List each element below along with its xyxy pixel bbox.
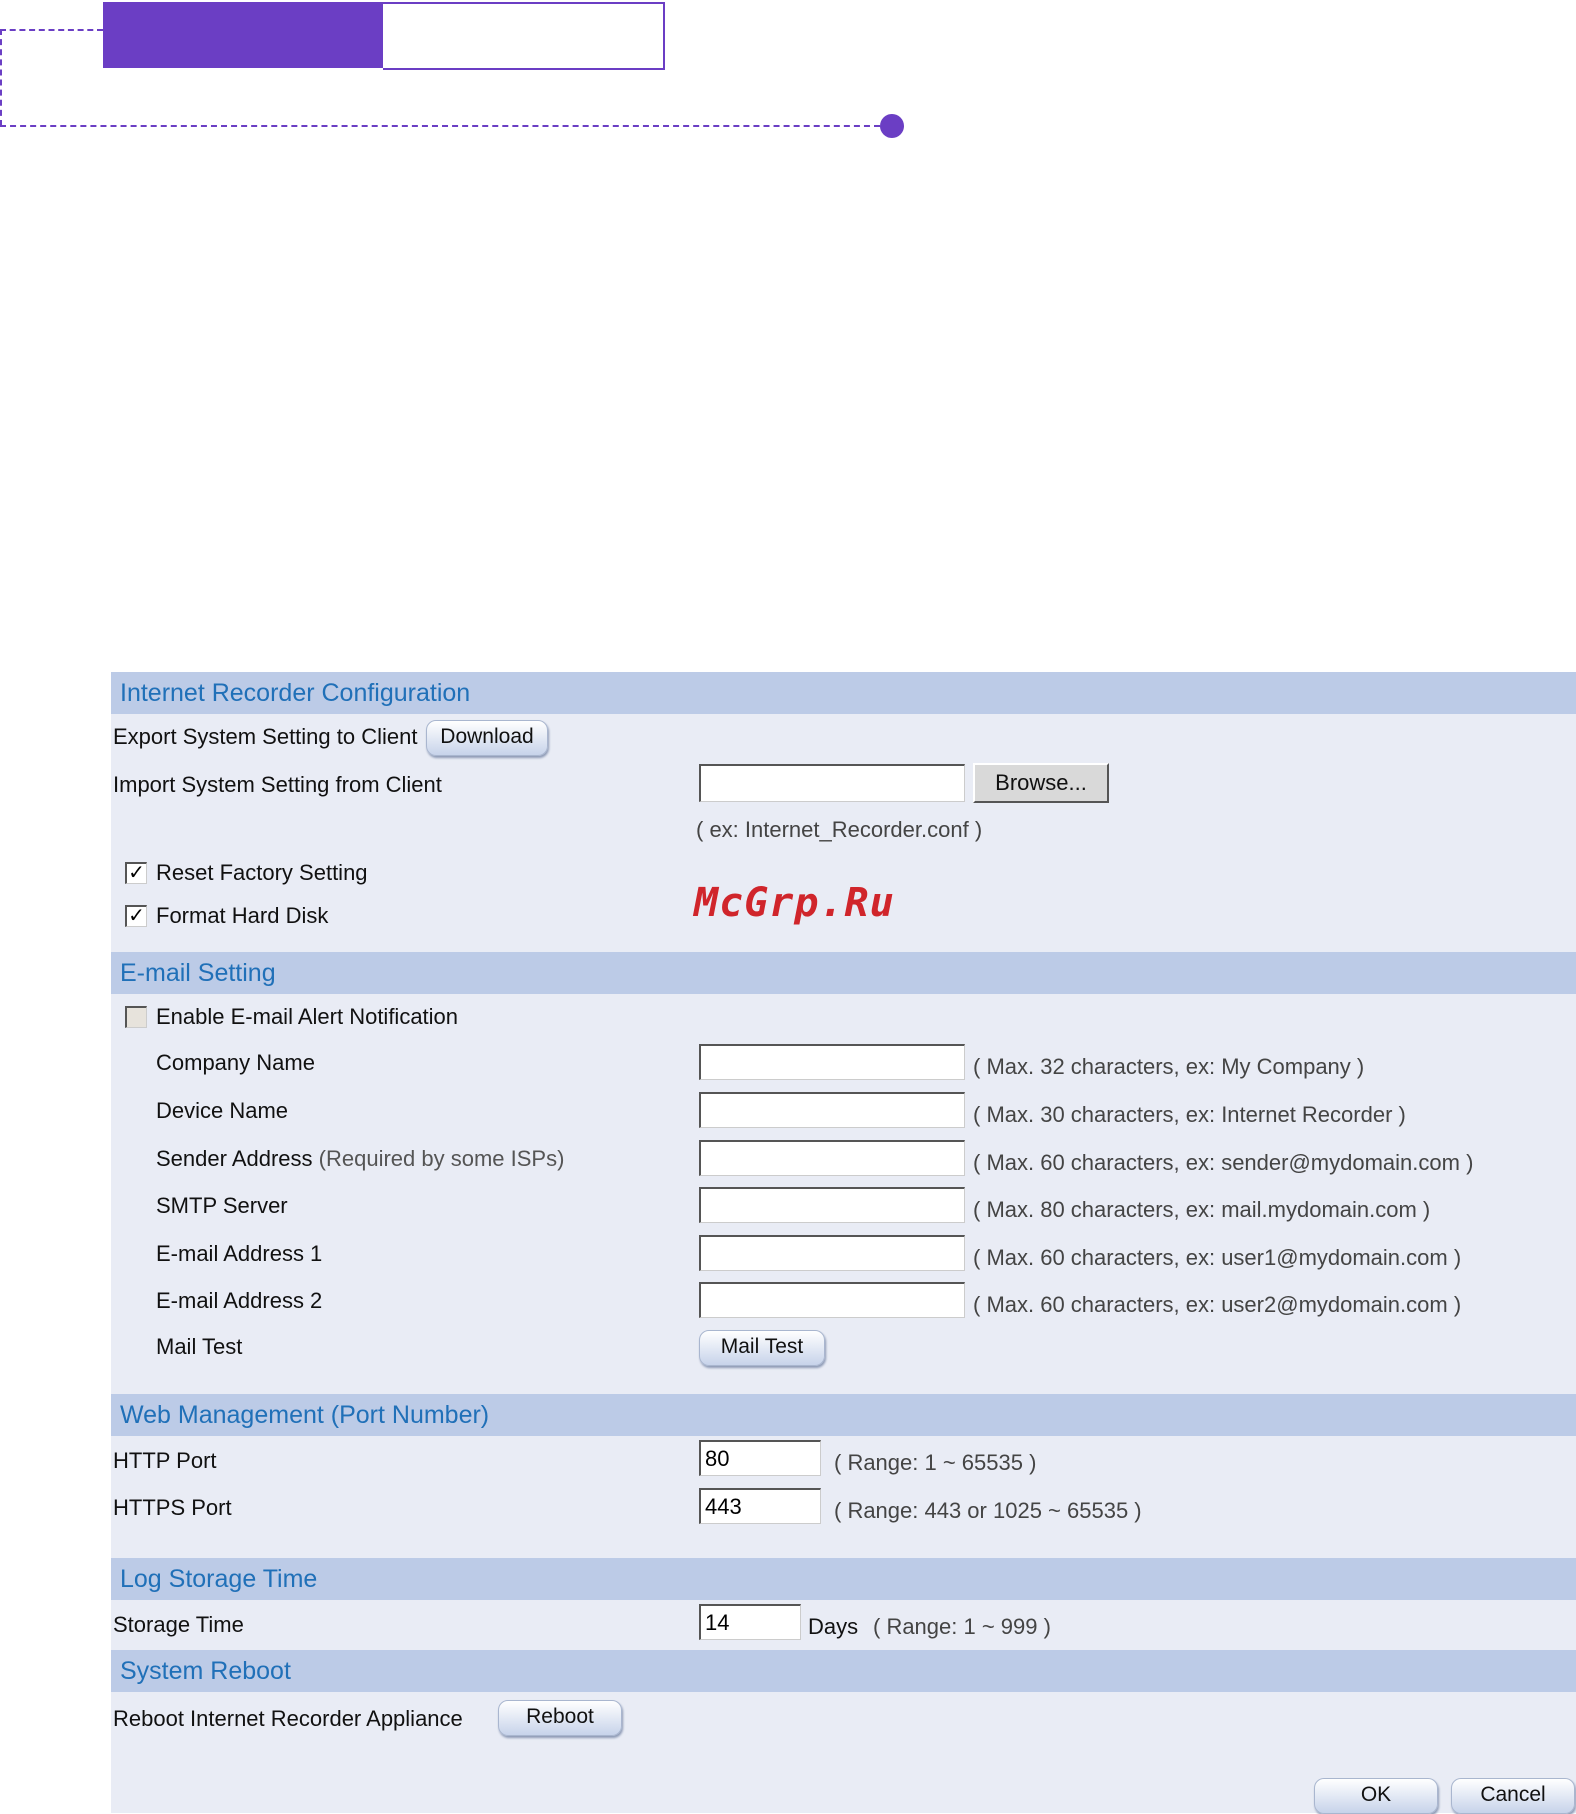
reboot-label: Reboot Internet Recorder Appliance	[113, 1706, 463, 1731]
browse-button[interactable]: Browse...	[973, 763, 1109, 803]
email-address-2-label: E-mail Address 2	[156, 1288, 323, 1313]
sender-address-input[interactable]	[699, 1140, 965, 1176]
section-header-web: Web Management (Port Number)	[111, 1394, 1576, 1436]
watermark: McGrp.Ru	[694, 880, 895, 926]
https-port-label: HTTPS Port	[113, 1495, 232, 1520]
smtp-server-input[interactable]	[699, 1187, 965, 1223]
smtp-server-label: SMTP Server	[156, 1193, 288, 1218]
smtp-server-hint: ( Max. 80 characters, ex: mail.mydomain.com )	[973, 1197, 1431, 1222]
email-address-1-input[interactable]	[699, 1235, 965, 1271]
section-header-reboot: System Reboot	[111, 1650, 1576, 1692]
sender-address-hint: ( Max. 60 characters, ex: sender@mydomain.com )	[973, 1150, 1474, 1175]
device-name-hint: ( Max. 30 characters, ex: Internet Recorder )	[973, 1102, 1406, 1127]
https-port-input[interactable]	[699, 1488, 821, 1524]
format-disk-checkbox[interactable]: ✓	[125, 905, 147, 927]
decorative-dashed-line-left	[0, 29, 2, 126]
decorative-dot	[880, 114, 904, 138]
enable-email-label: Enable E-mail Alert Notification	[156, 1004, 459, 1029]
https-port-hint: ( Range: 443 or 1025 ~ 65535 )	[834, 1498, 1142, 1523]
mail-test-button[interactable]: Mail Test	[699, 1330, 825, 1366]
format-disk-label: Format Hard Disk	[156, 903, 329, 928]
email-address-2-hint: ( Max. 60 characters, ex: user2@mydomain.com )	[973, 1292, 1462, 1317]
storage-time-input[interactable]	[699, 1604, 801, 1640]
email-address-2-input[interactable]	[699, 1282, 965, 1318]
reboot-button[interactable]: Reboot	[498, 1700, 622, 1736]
section-header-config: Internet Recorder Configuration	[111, 672, 1576, 714]
days-label: Days	[808, 1614, 859, 1639]
enable-email-checkbox[interactable]	[125, 1006, 147, 1028]
sender-address-text: Sender Address	[156, 1146, 313, 1171]
header-tab-filled	[103, 2, 383, 68]
company-name-label: Company Name	[156, 1050, 315, 1075]
storage-time-label: Storage Time	[113, 1612, 244, 1637]
http-port-hint: ( Range: 1 ~ 65535 )	[834, 1450, 1037, 1475]
export-label: Export System Setting to Client	[113, 724, 418, 749]
section-header-email: E-mail Setting	[111, 952, 1576, 994]
import-file-input[interactable]	[699, 764, 965, 802]
import-label: Import System Setting from Client	[113, 772, 442, 797]
storage-time-hint: ( Range: 1 ~ 999 )	[873, 1614, 1051, 1639]
ok-button[interactable]: OK	[1314, 1778, 1438, 1814]
email-address-1-hint: ( Max. 60 characters, ex: user1@mydomain.com )	[973, 1245, 1462, 1270]
device-name-label: Device Name	[156, 1098, 289, 1123]
sender-address-label	[156, 1146, 564, 1172]
reset-factory-label: Reset Factory Setting	[156, 860, 368, 885]
download-button[interactable]: Download	[426, 720, 548, 756]
header-tab-outline	[383, 2, 665, 70]
configuration-panel	[111, 672, 1576, 1813]
mail-test-label: Mail Test	[156, 1334, 243, 1359]
http-port-label: HTTP Port	[113, 1448, 217, 1473]
decorative-dashed-line-top	[0, 29, 103, 31]
import-hint: ( ex: Internet_Recorder.conf )	[696, 817, 983, 842]
company-name-hint: ( Max. 32 characters, ex: My Company )	[973, 1054, 1365, 1079]
cancel-button[interactable]: Cancel	[1451, 1778, 1575, 1814]
company-name-input[interactable]	[699, 1044, 965, 1080]
device-name-input[interactable]	[699, 1092, 965, 1128]
email-address-1-label: E-mail Address 1	[156, 1241, 323, 1266]
section-header-log: Log Storage Time	[111, 1558, 1576, 1600]
decorative-dashed-line-bottom	[0, 125, 880, 127]
reset-factory-checkbox[interactable]: ✓	[125, 862, 147, 884]
sender-address-note: (Required by some ISPs)	[318, 1146, 565, 1171]
http-port-input[interactable]	[699, 1440, 821, 1476]
